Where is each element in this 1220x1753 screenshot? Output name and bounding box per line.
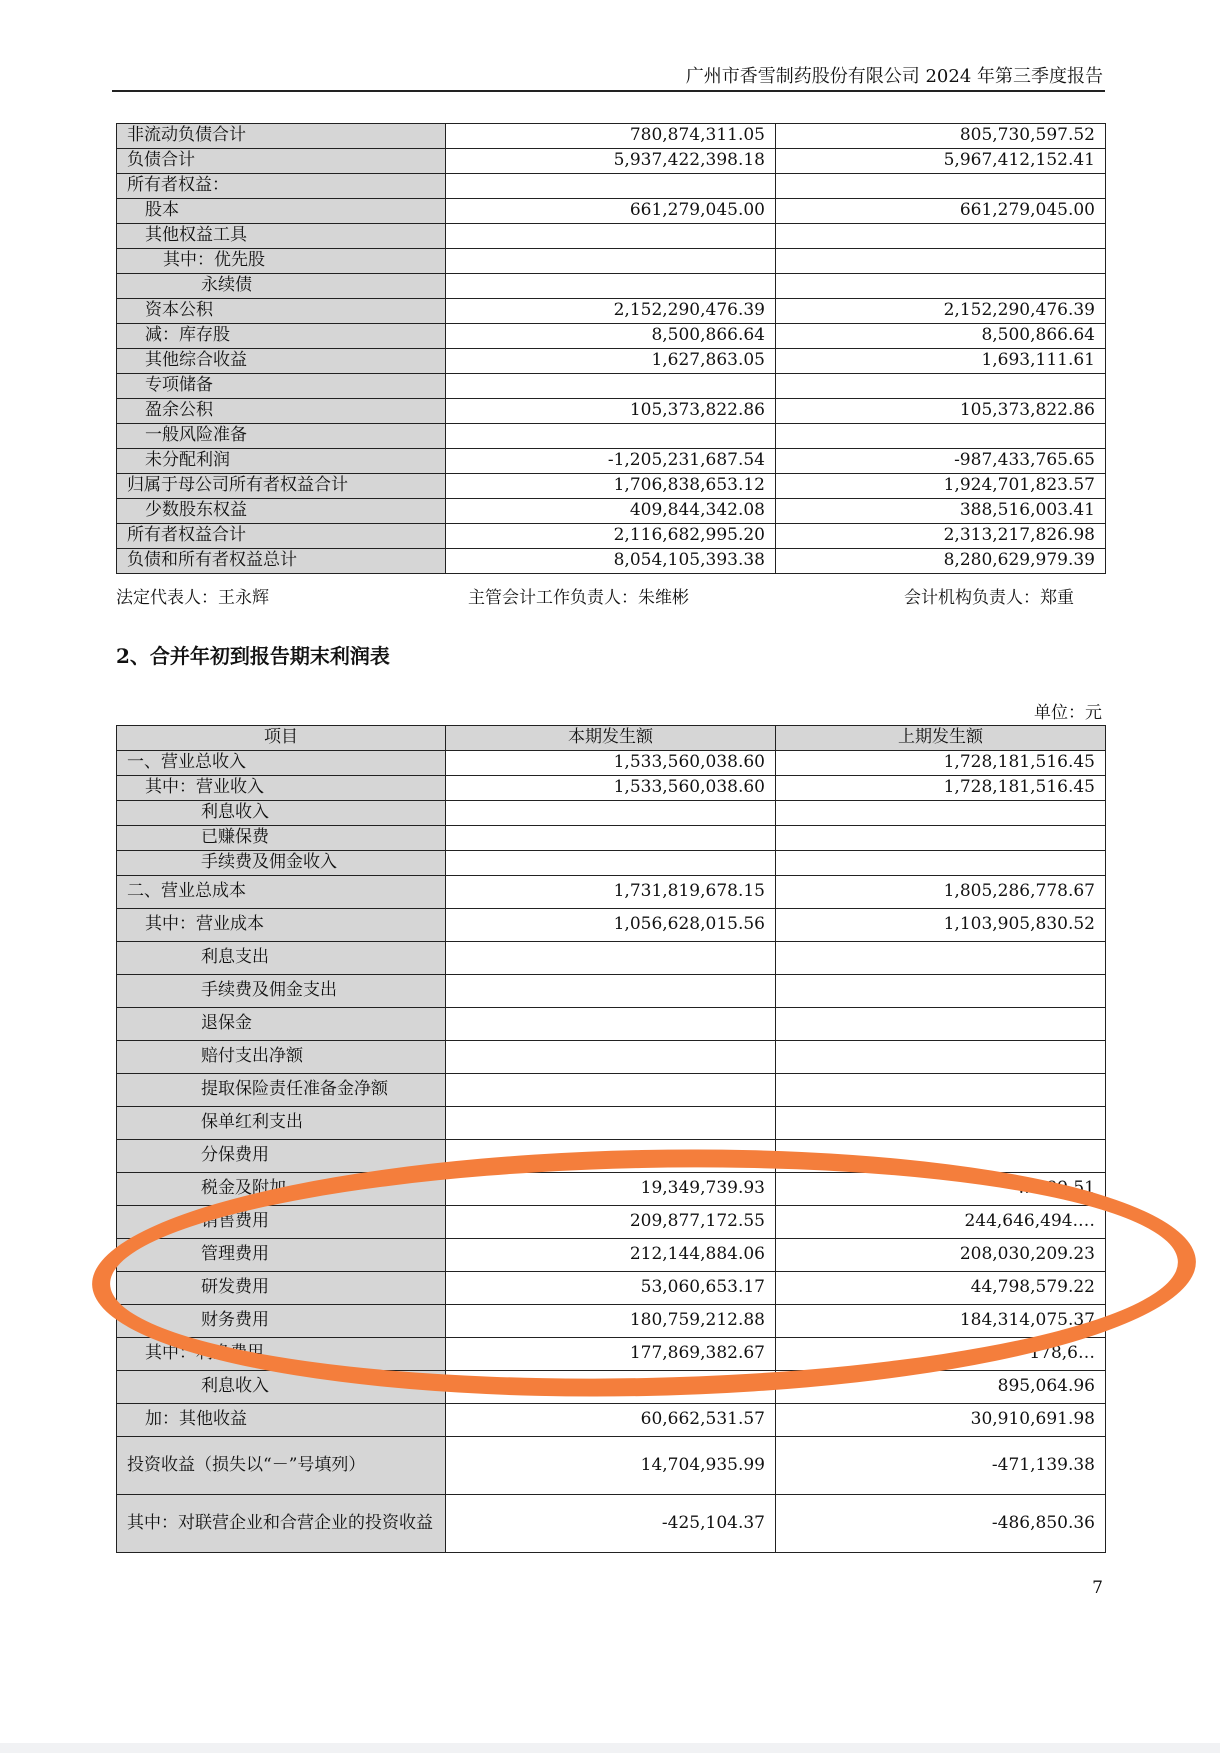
row-label: 其中：营业成本 [117, 909, 446, 942]
row-label: 加：其他收益 [117, 1404, 446, 1437]
table-row [117, 224, 1106, 249]
table-row [117, 124, 1106, 149]
current-value: 1,533,560,038.60 [446, 751, 776, 776]
row-label: 盈余公积 [117, 399, 446, 424]
table-row [117, 801, 1106, 826]
accounting-head: 主管会计工作负责人：朱维彬 [468, 588, 689, 608]
prior-value: 178,6… [776, 1338, 1106, 1371]
row-label: 所有者权益： [117, 174, 446, 199]
report-title: 广州市香雪制药股份有限公司 2024 年第三季度报告 [685, 66, 1103, 87]
prior-value: 105,373,822.86 [776, 399, 1106, 424]
current-value: 5,937,422,398.18 [446, 149, 776, 174]
row-label: 手续费及佣金收入 [117, 851, 446, 876]
current-value [446, 174, 776, 199]
current-value: 8,054,105,393.38 [446, 549, 776, 574]
row-label: 保单红利支出 [117, 1107, 446, 1140]
prior-value: 1,805,286,778.67 [776, 876, 1106, 909]
row-label: 已赚保费 [117, 826, 446, 851]
legal-representative: 法定代表人：王永辉 [116, 588, 269, 608]
current-value: 1,627,863.05 [446, 349, 776, 374]
row-label: 永续债 [117, 274, 446, 299]
row-label: 利息收入 [117, 1371, 446, 1404]
header-current-period: 本期发生额 [446, 726, 776, 751]
table-row [117, 1008, 1106, 1041]
table-row [117, 851, 1106, 876]
prior-value [776, 1008, 1106, 1041]
section-title: 2、合并年初到报告期末利润表 [116, 644, 390, 668]
row-label: 归属于母公司所有者权益合计 [117, 474, 446, 499]
table-row [117, 474, 1106, 499]
prior-value: -471,139.38 [776, 1437, 1106, 1495]
current-value [446, 1371, 776, 1404]
row-label: 所有者权益合计 [117, 524, 446, 549]
prior-value [776, 851, 1106, 876]
current-value: 212,144,884.06 [446, 1239, 776, 1272]
balance-sheet-table [116, 123, 1106, 574]
income-statement-table [116, 725, 1106, 1553]
row-label: 其中：优先股 [117, 249, 446, 274]
row-label: 未分配利润 [117, 449, 446, 474]
table-row [117, 1305, 1106, 1338]
row-label: 其中：营业收入 [117, 776, 446, 801]
current-value: 1,731,819,678.15 [446, 876, 776, 909]
prior-value: 1,924,701,823.57 [776, 474, 1106, 499]
current-value [446, 1074, 776, 1107]
table-row [117, 174, 1106, 199]
row-label: 减：库存股 [117, 324, 446, 349]
prior-value: -486,850.36 [776, 1495, 1106, 1553]
table-row [117, 324, 1106, 349]
row-label: 少数股东权益 [117, 499, 446, 524]
row-label: 一、营业总收入 [117, 751, 446, 776]
prior-value: 1,728,181,516.45 [776, 751, 1106, 776]
row-label: 销售费用 [117, 1206, 446, 1239]
prior-value: -987,433,765.65 [776, 449, 1106, 474]
table-row [117, 524, 1106, 549]
prior-value: 44,798,579.22 [776, 1272, 1106, 1305]
row-label: 其他权益工具 [117, 224, 446, 249]
accounting-org-head: 会计机构负责人：郑重 [904, 588, 1074, 608]
prior-value [776, 274, 1106, 299]
current-value [446, 424, 776, 449]
current-value: 2,116,682,995.20 [446, 524, 776, 549]
current-value [446, 851, 776, 876]
row-label: 研发费用 [117, 1272, 446, 1305]
current-value: 1,056,628,015.56 [446, 909, 776, 942]
row-label: 管理费用 [117, 1239, 446, 1272]
table-row [117, 1272, 1106, 1305]
table-row [117, 1107, 1106, 1140]
prior-value: 661,279,045.00 [776, 199, 1106, 224]
table-row [117, 374, 1106, 399]
row-label: 财务费用 [117, 1305, 446, 1338]
current-value [446, 274, 776, 299]
current-value [446, 1140, 776, 1173]
table-row [117, 1140, 1106, 1173]
header-prior-period: 上期发生额 [776, 726, 1106, 751]
table-row [117, 399, 1106, 424]
prior-value [776, 374, 1106, 399]
current-value [446, 942, 776, 975]
current-value [446, 224, 776, 249]
unit-label: 单位：元 [1034, 703, 1102, 723]
prior-value [776, 801, 1106, 826]
row-label: 税金及附加 [117, 1173, 446, 1206]
table-row [117, 826, 1106, 851]
prior-value: 1,693,111.61 [776, 349, 1106, 374]
prior-value: 8,280,629,979.39 [776, 549, 1106, 574]
current-value: -1,205,231,687.54 [446, 449, 776, 474]
current-value [446, 1008, 776, 1041]
row-label: 利息支出 [117, 942, 446, 975]
row-label: 负债合计 [117, 149, 446, 174]
row-label: 分保费用 [117, 1140, 446, 1173]
row-label: 二、营业总成本 [117, 876, 446, 909]
table-row [117, 199, 1106, 224]
table-row [117, 1371, 1106, 1404]
row-label: 股本 [117, 199, 446, 224]
table-row [117, 975, 1106, 1008]
prior-value [776, 1041, 1106, 1074]
current-value: -425,104.37 [446, 1495, 776, 1553]
current-value [446, 975, 776, 1008]
prior-value: …589.51 [776, 1173, 1106, 1206]
table-row [117, 1041, 1106, 1074]
table-row [117, 299, 1106, 324]
table-row [117, 274, 1106, 299]
table-row [117, 549, 1106, 574]
row-label: 赔付支出净额 [117, 1041, 446, 1074]
row-label: 手续费及佣金支出 [117, 975, 446, 1008]
current-value: 180,759,212.88 [446, 1305, 776, 1338]
row-label: 投资收益（损失以“－”号填列） [117, 1437, 446, 1495]
prior-value: 8,500,866.64 [776, 324, 1106, 349]
current-value: 105,373,822.86 [446, 399, 776, 424]
prior-value [776, 1074, 1106, 1107]
row-label: 退保金 [117, 1008, 446, 1041]
current-value: 60,662,531.57 [446, 1404, 776, 1437]
table-row [117, 249, 1106, 274]
row-label: 其中：利息费用 [117, 1338, 446, 1371]
prior-value [776, 826, 1106, 851]
table-row [117, 1206, 1106, 1239]
prior-value [776, 249, 1106, 274]
current-value: 14,704,935.99 [446, 1437, 776, 1495]
prior-value: 805,730,597.52 [776, 124, 1106, 149]
table-row [117, 449, 1106, 474]
current-value: 177,869,382.67 [446, 1338, 776, 1371]
table-row [117, 1239, 1106, 1272]
current-value: 53,060,653.17 [446, 1272, 776, 1305]
current-value: 1,533,560,038.60 [446, 776, 776, 801]
table-row [117, 1074, 1106, 1107]
table-row [117, 942, 1106, 975]
row-label: 专项储备 [117, 374, 446, 399]
prior-value: 2,152,290,476.39 [776, 299, 1106, 324]
prior-value: 184,314,075.37 [776, 1305, 1106, 1338]
prior-value [776, 1140, 1106, 1173]
row-label: 其他综合收益 [117, 349, 446, 374]
current-value [446, 1107, 776, 1140]
row-label: 负债和所有者权益总计 [117, 549, 446, 574]
table-row [117, 1338, 1106, 1371]
table-row [117, 149, 1106, 174]
prior-value [776, 424, 1106, 449]
header-item: 项目 [117, 726, 446, 751]
prior-value: 1,728,181,516.45 [776, 776, 1106, 801]
row-label: 非流动负债合计 [117, 124, 446, 149]
table-row [117, 1437, 1106, 1495]
table-row [117, 349, 1106, 374]
table-row [117, 876, 1106, 909]
table-row [117, 424, 1106, 449]
row-label: 其中：对联营企业和合营企业的投资收益 [117, 1495, 446, 1553]
table-row [117, 1404, 1106, 1437]
current-value: 1,706,838,653.12 [446, 474, 776, 499]
table-row [117, 1173, 1106, 1206]
prior-value: 388,516,003.41 [776, 499, 1106, 524]
prior-value: 895,064.96 [776, 1371, 1106, 1404]
table-row [117, 776, 1106, 801]
current-value [446, 374, 776, 399]
footer-bar [0, 1743, 1220, 1753]
current-value: 209,877,172.55 [446, 1206, 776, 1239]
table-row [117, 1495, 1106, 1553]
row-label: 资本公积 [117, 299, 446, 324]
prior-value [776, 1107, 1106, 1140]
table-row [117, 909, 1106, 942]
current-value: 19,349,739.93 [446, 1173, 776, 1206]
prior-value [776, 174, 1106, 199]
row-label: 提取保险责任准备金净额 [117, 1074, 446, 1107]
prior-value [776, 942, 1106, 975]
row-label: 一般风险准备 [117, 424, 446, 449]
current-value: 780,874,311.05 [446, 124, 776, 149]
page-number: 7 [1092, 1578, 1103, 1598]
prior-value [776, 975, 1106, 1008]
prior-value: 5,967,412,152.41 [776, 149, 1106, 174]
current-value: 2,152,290,476.39 [446, 299, 776, 324]
current-value: 661,279,045.00 [446, 199, 776, 224]
prior-value: 1,103,905,830.52 [776, 909, 1106, 942]
current-value [446, 801, 776, 826]
current-value: 409,844,342.08 [446, 499, 776, 524]
current-value [446, 249, 776, 274]
prior-value: 2,313,217,826.98 [776, 524, 1106, 549]
report-header [112, 58, 1105, 92]
prior-value: 30,910,691.98 [776, 1404, 1106, 1437]
prior-value: 208,030,209.23 [776, 1239, 1106, 1272]
prior-value [776, 224, 1106, 249]
current-value: 8,500,866.64 [446, 324, 776, 349]
table-row [117, 751, 1106, 776]
signature-line [116, 583, 1096, 609]
current-value [446, 1041, 776, 1074]
prior-value: 244,646,494.… [776, 1206, 1106, 1239]
current-value [446, 826, 776, 851]
row-label: 利息收入 [117, 801, 446, 826]
table-header-row [117, 726, 1106, 751]
table-row [117, 499, 1106, 524]
